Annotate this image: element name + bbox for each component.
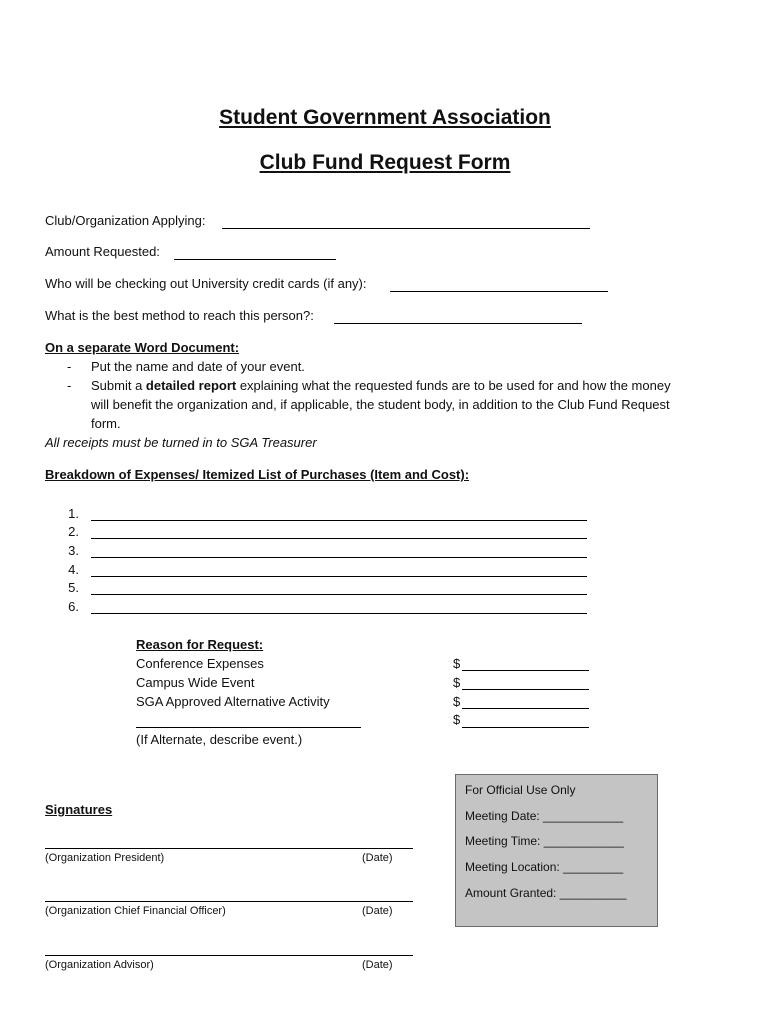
item-line-6[interactable] (91, 613, 587, 614)
amount-input-line[interactable] (174, 259, 336, 260)
official-amount-granted: Amount Granted: __________ (465, 886, 627, 900)
form-subtitle: Club Fund Request Form (259, 151, 511, 174)
item-2-prefix: Submit a (91, 378, 146, 393)
word-doc-item-2 (91, 378, 671, 393)
word-doc-item-2-line-2: will benefit the organization and, if applicable, the student body, in addition to the Club Fund Request (91, 397, 670, 412)
item-line-3[interactable] (91, 557, 587, 558)
amount-line-other[interactable] (462, 727, 589, 728)
item-number-1: 1. (68, 506, 79, 521)
amount-line-alternative[interactable] (462, 708, 589, 709)
checkout-input-line[interactable] (390, 291, 608, 292)
official-meeting-time: Meeting Time: ____________ (465, 834, 624, 848)
bullet-dash-2: - (67, 378, 72, 393)
bullet-dash-1: - (67, 359, 72, 374)
item-line-5[interactable] (91, 594, 587, 595)
signatures-heading: Signatures (45, 802, 113, 817)
form-title: Student Government Association (219, 106, 551, 129)
dollar-sign-1: $ (453, 656, 461, 671)
item-number-5: 5. (68, 580, 79, 595)
item-2-suffix: explaining what the requested funds are to be used for and how the money (236, 378, 671, 393)
signature-role-cfo: (Organization Chief Financial Officer) (45, 905, 226, 917)
reason-other-line[interactable] (136, 727, 361, 728)
signature-date-cfo: (Date) (362, 905, 393, 917)
amount-line-campus[interactable] (462, 689, 589, 690)
word-doc-item-1: Put the name and date of your event. (91, 359, 305, 374)
official-use-box (455, 774, 658, 927)
signature-role-president: (Organization President) (45, 852, 165, 864)
signature-date-president: (Date) (362, 852, 393, 864)
dollar-sign-3: $ (453, 694, 461, 709)
reason-option-campus: Campus Wide Event (136, 675, 255, 690)
contact-input-line[interactable] (334, 323, 582, 324)
item-number-3: 3. (68, 543, 79, 558)
dollar-sign-4: $ (453, 712, 461, 727)
amount-line-conference[interactable] (462, 670, 589, 671)
reason-option-alternative: SGA Approved Alternative Activity (136, 694, 330, 709)
alternate-note: (If Alternate, describe event.) (136, 732, 303, 747)
receipts-note: All receipts must be turned in to SGA Treasurer (45, 435, 317, 450)
signature-role-advisor: (Organization Advisor) (45, 959, 154, 971)
item-line-4[interactable] (91, 576, 587, 577)
item-2-bold: detailed report (145, 378, 237, 393)
signature-line-president[interactable] (45, 848, 413, 849)
item-number-6: 6. (68, 599, 79, 614)
item-line-1[interactable] (91, 520, 587, 521)
club-input-line[interactable] (222, 228, 590, 229)
amount-label: Amount Requested: (45, 244, 160, 259)
item-number-2: 2. (68, 524, 79, 539)
official-use-title: For Official Use Only (465, 783, 576, 797)
checkout-label: Who will be checking out University credit cards (if any): (45, 276, 367, 291)
contact-label: What is the best method to reach this person?: (45, 308, 314, 323)
item-number-4: 4. (68, 562, 79, 577)
word-doc-heading: On a separate Word Document: (45, 340, 240, 355)
signature-line-cfo[interactable] (45, 901, 413, 902)
official-meeting-date: Meeting Date: ____________ (465, 809, 624, 823)
signature-date-advisor: (Date) (362, 959, 393, 971)
item-line-2[interactable] (91, 538, 587, 539)
official-meeting-location: Meeting Location: _________ (465, 860, 624, 874)
reason-option-conference: Conference Expenses (136, 656, 264, 671)
reason-heading: Reason for Request: (136, 637, 264, 652)
club-label: Club/Organization Applying: (45, 213, 206, 228)
signature-line-advisor[interactable] (45, 955, 413, 956)
dollar-sign-2: $ (453, 675, 461, 690)
breakdown-heading: Breakdown of Expenses/ Itemized List of Purchases (Item and Cost): (45, 467, 470, 482)
word-doc-item-2-line-3: form. (91, 416, 121, 431)
